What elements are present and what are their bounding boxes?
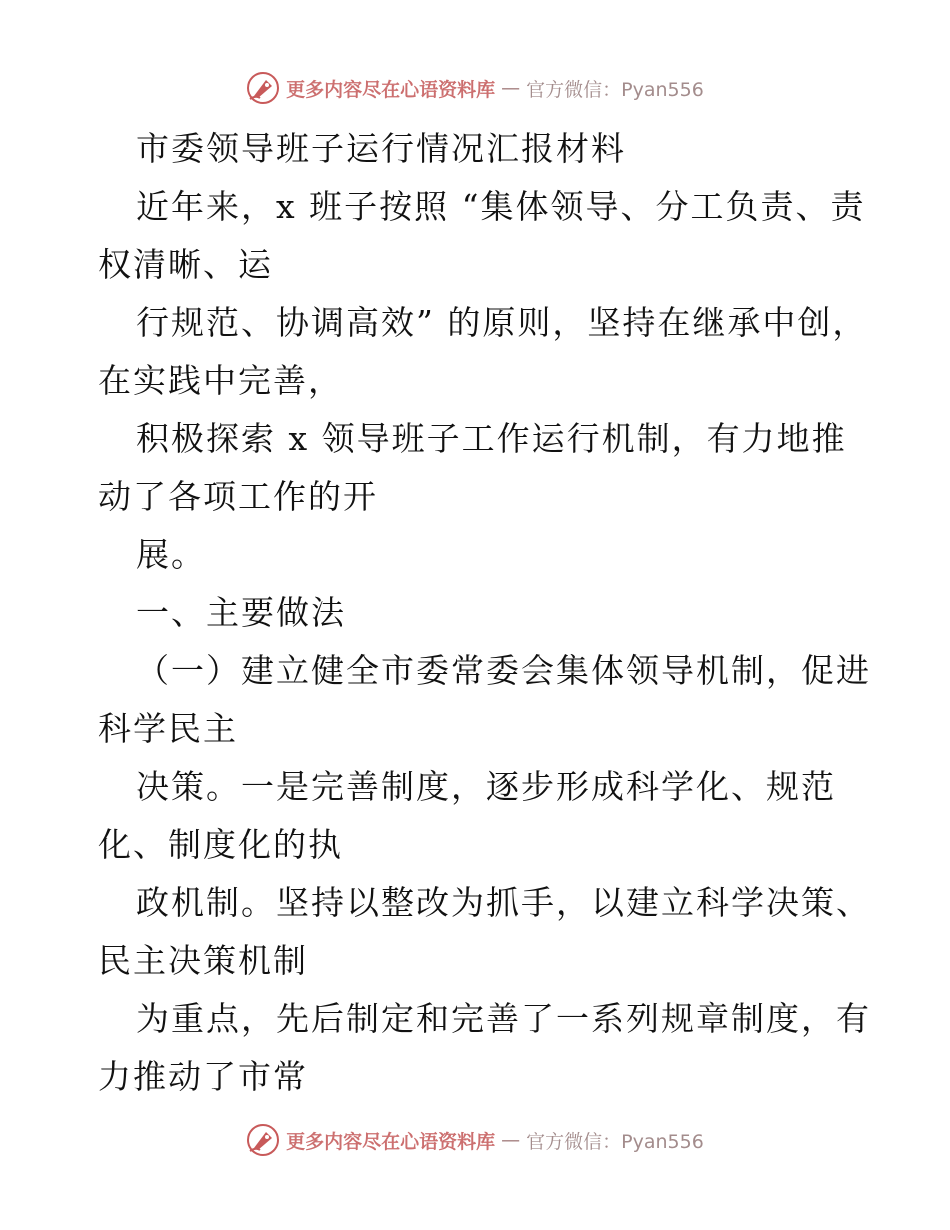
text-line: 近年来，x 班子按照 “集体领导、分工负责、责 — [136, 187, 866, 226]
document-title: 市委领导班子运行情况汇报材料 — [136, 129, 626, 168]
watermark-group — [246, 1123, 704, 1157]
pen-nib-logo-icon — [246, 1123, 280, 1157]
watermark-banner-bottom — [0, 1120, 950, 1160]
text-line: 动了各项工作的开 — [98, 477, 378, 516]
text-line: 科学民主 — [98, 709, 238, 748]
pen-nib-logo-icon — [246, 71, 280, 105]
text-line: 展。 — [136, 535, 206, 574]
watermark-dash: — — [501, 77, 521, 99]
text-line: 积极探索 x 领导班子工作运行机制，有力地推 — [136, 419, 847, 458]
text-line: 力推动了市常 — [98, 1057, 308, 1096]
watermark-text-red: 更多内容尽在心语资料库 — [286, 78, 496, 101]
watermark-group — [246, 71, 704, 105]
watermark-text-gray: 官方微信：Pyan556 — [526, 1130, 704, 1153]
text-line: 行规范、协调高效” 的原则，坚持在继承中创， — [136, 303, 868, 342]
subsection-heading: （一）建立健全市委常委会集体领导机制，促进 — [136, 651, 871, 690]
watermark-text-red: 更多内容尽在心语资料库 — [286, 1130, 496, 1153]
document-body — [98, 120, 898, 1106]
text-line: 决策。一是完善制度，逐步形成科学化、规范 — [136, 767, 836, 806]
text-line: 权清晰、运 — [98, 245, 273, 284]
text-line: 为重点，先后制定和完善了一系列规章制度，有 — [136, 999, 871, 1038]
section-heading: 一、主要做法 — [136, 593, 346, 632]
text-line: 在实践中完善， — [98, 361, 343, 400]
watermark-text-gray: 官方微信：Pyan556 — [526, 78, 704, 101]
text-line: 化、制度化的执 — [98, 825, 343, 864]
text-line: 政机制。坚持以整改为抓手，以建立科学决策、 — [136, 883, 871, 922]
watermark-dash: — — [501, 1129, 521, 1151]
watermark-banner-top — [0, 68, 950, 108]
text-line: 民主决策机制 — [98, 941, 308, 980]
